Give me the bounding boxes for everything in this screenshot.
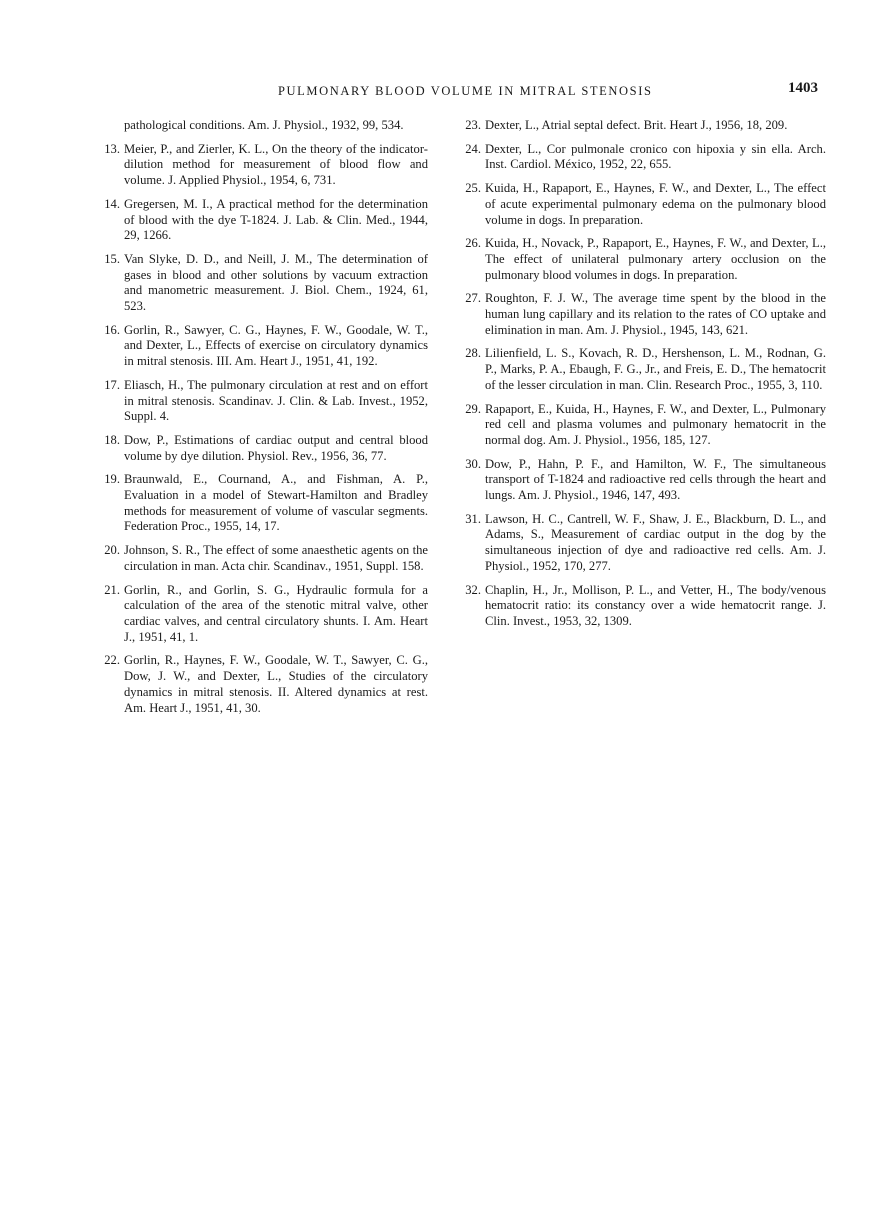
reference-text: Gregersen, M. I., A practical method for the determination of blood with the dye T-1824. J. Lab. & Clin. Med., 1944, 29, 1266. — [124, 196, 428, 243]
reference-item — [103, 543, 428, 574]
reference-number: 29. — [465, 401, 481, 416]
reference-item — [464, 236, 826, 283]
reference-item — [464, 181, 826, 228]
reference-item — [464, 457, 826, 504]
reference-item — [103, 378, 428, 425]
reference-text: Dexter, L., Cor pulmonale cronico con hipoxia y sin ella. Arch. Inst. Cardiol. México, 1952, 22, 655. — [485, 141, 826, 172]
reference-number: 23. — [465, 118, 481, 132]
reference-number: 21. — [104, 582, 120, 597]
reference-text: Gorlin, R., and Gorlin, S. G., Hydraulic formula for a calculation of the area of the stenotic mitral valve, other cardiac valves, and central circulatory shunts. I. Am. Heart J., 1951, 41, 1. — [124, 582, 428, 644]
reference-text: Braunwald, E., Cournand, A., and Fishman, A. P., Evaluation in a model of Stewart-Hamilton and Bradley methods for measurement of volume of vascular segments. Federation Proc., 1955, 14, 17. — [124, 472, 428, 534]
reference-number: 28. — [465, 346, 481, 361]
reference-item — [464, 583, 826, 630]
reference-item — [464, 118, 826, 134]
reference-text: Dexter, L., Atrial septal defect. Brit. Heart J., 1956, 18, 209. — [485, 118, 788, 132]
reference-number: 27. — [465, 291, 481, 306]
reference-number: 25. — [465, 181, 481, 196]
reference-number: 26. — [465, 236, 481, 251]
reference-item — [103, 653, 428, 716]
reference-item — [464, 512, 826, 575]
reference-text: Lilienfield, L. S., Kovach, R. D., Hershenson, L. M., Rodnan, G. P., Marks, P. A., Ebaugh, F. G., Jr., and Freis, E. D., The hematocrit of the lesser circulation in man. Clin. Research Proc., 1955, 3, 110. — [485, 346, 826, 392]
reference-number: 16. — [104, 322, 120, 337]
references-right-column — [464, 118, 826, 638]
running-title: PULMONARY BLOOD VOLUME IN MITRAL STENOSIS — [278, 84, 653, 98]
reference-text: Chaplin, H., Jr., Mollison, P. L., and Vetter, H., The body/venous hematocrit ratio: its constancy over a wide hematocrit range. J. Clin. Invest., 1953, 32, 1309. — [485, 582, 826, 628]
reference-item — [103, 323, 428, 370]
reference-text: Roughton, F. J. W., The average time spent by the blood in the human lung capillary and its relation to the rates of CO uptake and elimination in man. Am. J. Physiol., 1945, 143, 621. — [485, 291, 826, 337]
reference-item — [103, 118, 428, 134]
reference-text: Van Slyke, D. D., and Neill, J. M., The determination of gases in blood and other solutions by vacuum extraction and manometric measurement. J. Biol. Chem., 1924, 61, 523. — [124, 251, 428, 314]
reference-number: 18. — [104, 432, 120, 447]
reference-item — [103, 583, 428, 646]
reference-number: 14. — [104, 196, 120, 211]
reference-text: Rapaport, E., Kuida, H., Haynes, F. W., and Dexter, L., Pulmonary red cell and plasma volumes and pulmonary hematocrit in the normal dog. Am. J. Physiol., 1956, 185, 127. — [485, 401, 826, 447]
reference-text: Gorlin, R., Haynes, F. W., Goodale, W. T., Sawyer, C. G., Dow, J. W., and Dexter, L., Studies of the circulatory dynamics in mitral stenosis. II. Altered dynamics at rest. Am. Heart J., 1951, 41, 30. — [124, 653, 428, 715]
reference-number: 24. — [465, 141, 481, 156]
reference-item — [464, 291, 826, 338]
reference-text: pathological conditions. Am. J. Physiol., 1932, 99, 534. — [124, 118, 404, 132]
reference-number: 30. — [465, 456, 481, 471]
reference-number: 32. — [465, 582, 481, 597]
reference-number: 19. — [104, 472, 120, 487]
reference-number: 15. — [104, 251, 120, 266]
reference-item — [464, 142, 826, 173]
reference-number: 17. — [104, 377, 120, 392]
reference-number: 31. — [465, 511, 481, 526]
reference-item — [464, 346, 826, 393]
reference-item — [103, 472, 428, 535]
reference-text: Kuida, H., Novack, P., Rapaport, E., Haynes, F. W., and Dexter, L., The effect of unilateral pulmonary artery occlusion on the pulmonary blood volumes in dogs. In preparation. — [485, 236, 826, 282]
reference-text: Dow, P., Hahn, P. F., and Hamilton, W. F., The simultaneous transport of T-1824 and radioactive red cells through the heart and lungs. Am. J. Physiol., 1946, 147, 493. — [485, 456, 826, 503]
reference-item — [103, 142, 428, 189]
reference-number: 20. — [104, 543, 120, 558]
reference-item — [464, 402, 826, 449]
reference-text: Kuida, H., Rapaport, E., Haynes, F. W., and Dexter, L., The effect of acute experimental pulmonary edema on the pulmonary blood volume in dogs. In preparation. — [485, 181, 826, 227]
reference-text: Meier, P., and Zierler, K. L., On the theory of the indicator-dilution method for measurement of blood flow and volume. J. Applied Physiol., 1954, 6, 731. — [124, 141, 428, 188]
reference-number: 13. — [104, 141, 120, 156]
page-header — [0, 80, 890, 104]
reference-item — [103, 433, 428, 464]
reference-text: Dow, P., Estimations of cardiac output and central blood volume by dye dilution. Physiol. Rev., 1956, 36, 77. — [124, 432, 428, 463]
reference-text: Johnson, S. R., The effect of some anaesthetic agents on the circulation in man. Acta chir. Scandinav., 1951, Suppl. 158. — [124, 543, 428, 573]
references-left-column — [103, 118, 428, 724]
reference-item — [103, 197, 428, 244]
page-number: 1403 — [788, 80, 818, 96]
reference-item — [103, 252, 428, 315]
reference-text: Eliasch, H., The pulmonary circulation at rest and on effort in mitral stenosis. Scandinav. J. Clin. & Lab. Invest., 1952, Suppl. 4. — [124, 377, 428, 424]
reference-text: Lawson, H. C., Cantrell, W. F., Shaw, J. E., Blackburn, D. L., and Adams, S., Measurement of cardiac output in the dog by the simultaneous injection of dye and radioactive red cells. Am. J. Physiol., 1952, 170, 277. — [485, 511, 826, 573]
reference-text: Gorlin, R., Sawyer, C. G., Haynes, F. W., Goodale, W. T., and Dexter, L., Effects of exercise on circulatory dynamics in mitral stenosis. III. Am. Heart J., 1951, 41, 192. — [124, 322, 428, 369]
reference-number: 22. — [104, 653, 120, 668]
